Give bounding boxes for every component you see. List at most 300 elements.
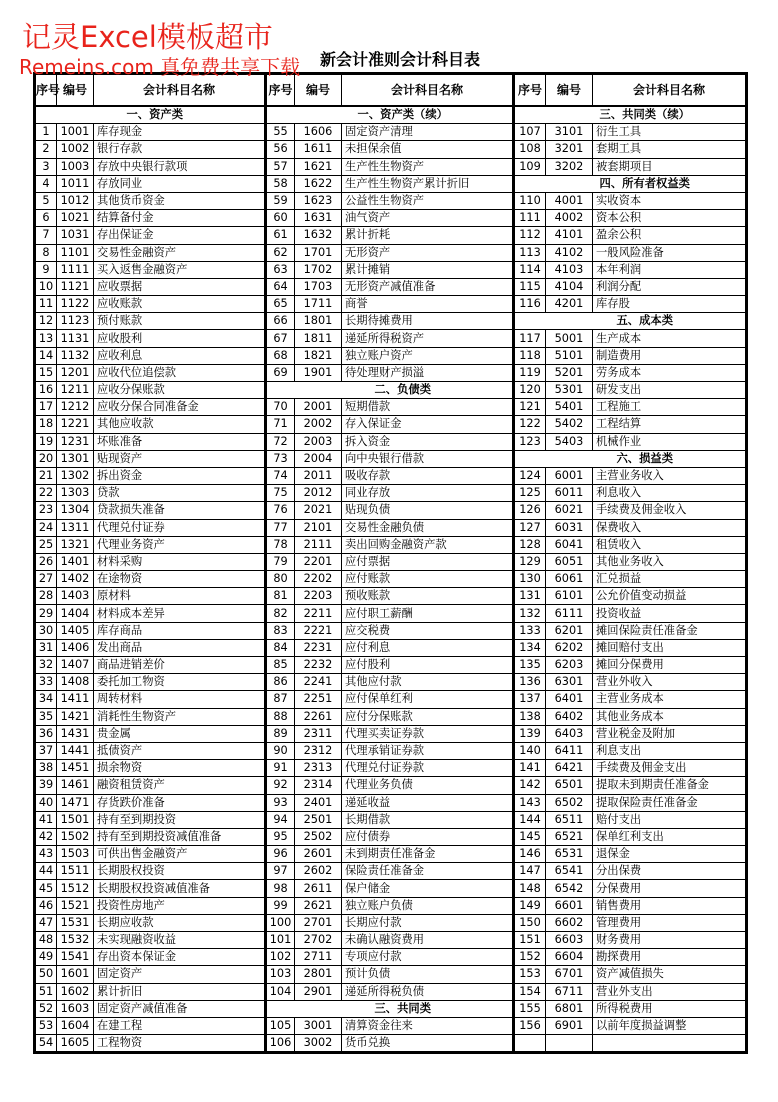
name-cell: 保户储金	[342, 880, 513, 897]
table-row	[267, 828, 513, 845]
table-row	[267, 313, 513, 330]
seq-cell: 94	[267, 811, 295, 828]
name-cell: 存货跌价准备	[94, 794, 265, 811]
code-cell: 1623	[295, 192, 342, 209]
table-row	[267, 1035, 513, 1052]
table-row	[515, 364, 746, 381]
seq-cell: 155	[515, 1000, 546, 1017]
seq-cell: 25	[36, 536, 57, 553]
code-cell: 1451	[57, 760, 94, 777]
table-row	[267, 399, 513, 416]
seq-cell: 97	[267, 863, 295, 880]
code-cell: 6531	[546, 846, 593, 863]
name-cell: 分出保费	[593, 863, 746, 880]
code-cell: 1532	[57, 932, 94, 949]
name-cell: 工程结算	[593, 416, 746, 433]
category-label: 三、共同类	[342, 1000, 513, 1017]
code-cell: 1603	[57, 1000, 94, 1017]
empty-cell	[515, 106, 546, 124]
table-row	[36, 364, 265, 381]
table-row	[36, 863, 265, 880]
table-row	[267, 210, 513, 227]
seq-cell: 63	[267, 261, 295, 278]
name-cell: 原材料	[94, 588, 265, 605]
table-row	[36, 949, 265, 966]
table-row	[267, 364, 513, 381]
code-cell: 2211	[295, 605, 342, 622]
name-cell: 租赁收入	[593, 536, 746, 553]
table-row	[515, 794, 746, 811]
code-cell: 6031	[546, 519, 593, 536]
seq-cell: 149	[515, 897, 546, 914]
table-row	[267, 811, 513, 828]
seq-cell: 147	[515, 863, 546, 880]
code-cell: 1401	[57, 553, 94, 570]
name-cell: 同业存放	[342, 485, 513, 502]
table-row	[515, 760, 746, 777]
table-row	[267, 124, 513, 141]
seq-cell: 32	[36, 657, 57, 674]
name-cell: 主营业务收入	[593, 467, 746, 484]
code-cell: 1711	[295, 296, 342, 313]
seq-cell: 71	[267, 416, 295, 433]
table-row	[36, 777, 265, 794]
seq-cell: 77	[267, 519, 295, 536]
seq-cell: 153	[515, 966, 546, 983]
seq-cell: 2	[36, 141, 57, 158]
seq-cell: 135	[515, 657, 546, 674]
table-row	[267, 983, 513, 1000]
seq-cell: 73	[267, 450, 295, 467]
name-cell: 衍生工具	[593, 124, 746, 141]
name-cell: 制造费用	[593, 347, 746, 364]
table-row	[36, 828, 265, 845]
seq-cell: 96	[267, 846, 295, 863]
table-row	[36, 760, 265, 777]
empty-cell	[546, 106, 593, 124]
name-cell: 长期借款	[342, 811, 513, 828]
seq-cell: 3	[36, 158, 57, 175]
seq-cell: 21	[36, 467, 57, 484]
table-row	[36, 553, 265, 570]
seq-cell: 117	[515, 330, 546, 347]
seq-cell: 139	[515, 725, 546, 742]
table-row	[267, 742, 513, 759]
code-cell: 3001	[295, 1017, 342, 1034]
code-cell: 6541	[546, 863, 593, 880]
seq-cell: 1	[36, 124, 57, 141]
seq-cell: 89	[267, 725, 295, 742]
seq-cell: 28	[36, 588, 57, 605]
code-cell: 1601	[57, 966, 94, 983]
table-row	[267, 553, 513, 570]
name-cell: 代理买卖证券款	[342, 725, 513, 742]
code-cell: 1404	[57, 605, 94, 622]
name-cell: 应收分保账款	[94, 382, 265, 399]
name-cell: 其他业务收入	[593, 553, 746, 570]
empty-cell	[267, 1000, 295, 1017]
table-row	[267, 622, 513, 639]
seq-cell: 100	[267, 914, 295, 931]
category-row	[36, 106, 265, 124]
name-cell: 拆出资金	[94, 467, 265, 484]
code-cell: 2004	[295, 450, 342, 467]
table-row	[267, 571, 513, 588]
seq-cell: 42	[36, 828, 57, 845]
table-row	[267, 605, 513, 622]
name-cell: 递延所得税资产	[342, 330, 513, 347]
table-row	[267, 536, 513, 553]
table-row	[36, 330, 265, 347]
name-cell: 融资租赁资产	[94, 777, 265, 794]
code-cell: 6051	[546, 553, 593, 570]
name-cell: 应付账款	[342, 571, 513, 588]
code-cell: 2111	[295, 536, 342, 553]
name-cell: 生产性生物资产	[342, 158, 513, 175]
seq-cell: 79	[267, 553, 295, 570]
name-cell: 卖出回购金融资产款	[342, 536, 513, 553]
code-cell: 1611	[295, 141, 342, 158]
table-row	[267, 794, 513, 811]
code-cell: 6603	[546, 932, 593, 949]
table-row	[36, 725, 265, 742]
name-cell: 代理承销证券款	[342, 742, 513, 759]
code-cell: 2251	[295, 691, 342, 708]
name-cell: 投资收益	[593, 605, 746, 622]
category-label: 六、损益类	[593, 450, 746, 467]
seq-cell: 78	[267, 536, 295, 553]
code-cell: 1702	[295, 261, 342, 278]
table-row	[36, 691, 265, 708]
name-cell: 发出商品	[94, 639, 265, 656]
table-row	[36, 313, 265, 330]
seq-cell: 46	[36, 897, 57, 914]
code-cell: 3202	[546, 158, 593, 175]
name-cell: 营业外收入	[593, 674, 746, 691]
table-row	[267, 330, 513, 347]
seq-cell: 61	[267, 227, 295, 244]
seq-cell: 126	[515, 502, 546, 519]
code-cell: 5403	[546, 433, 593, 450]
table-row	[36, 846, 265, 863]
code-cell: 6403	[546, 725, 593, 742]
category-row	[267, 382, 513, 399]
table-row	[36, 605, 265, 622]
code-cell: 1407	[57, 657, 94, 674]
table-row	[515, 536, 746, 553]
table-row	[515, 467, 746, 484]
code-cell: 6301	[546, 674, 593, 691]
name-cell: 利息支出	[593, 742, 746, 759]
table-row	[515, 622, 746, 639]
table-row	[515, 416, 746, 433]
seq-cell: 13	[36, 330, 57, 347]
code-cell: 2711	[295, 949, 342, 966]
code-cell: 6521	[546, 828, 593, 845]
name-cell: 代理兑付证券	[94, 519, 265, 536]
table-row	[515, 485, 746, 502]
category-label: 一、资产类（续）	[342, 106, 513, 124]
watermark-subtitle: Remeins.com 真免费共享下载	[19, 55, 301, 79]
table-row	[36, 175, 265, 192]
seq-cell: 40	[36, 794, 57, 811]
table-row	[515, 725, 746, 742]
seq-cell: 152	[515, 949, 546, 966]
table-row	[515, 227, 746, 244]
code-cell: 3002	[295, 1035, 342, 1052]
category-row	[515, 313, 746, 330]
table-row	[36, 622, 265, 639]
empty-cell	[515, 450, 546, 467]
code-cell: 6801	[546, 1000, 593, 1017]
table-row	[515, 553, 746, 570]
table-row	[36, 742, 265, 759]
seq-cell: 72	[267, 433, 295, 450]
table-row	[36, 983, 265, 1000]
code-cell: 6203	[546, 657, 593, 674]
name-cell: 代理业务资产	[94, 536, 265, 553]
seq-cell: 49	[36, 949, 57, 966]
section-table	[35, 74, 265, 1052]
table-row	[515, 639, 746, 656]
table-row	[267, 639, 513, 656]
code-cell: 1405	[57, 622, 94, 639]
code-cell: 1471	[57, 794, 94, 811]
seq-cell: 122	[515, 416, 546, 433]
seq-cell: 33	[36, 674, 57, 691]
seq-cell: 131	[515, 588, 546, 605]
name-cell: 周转材料	[94, 691, 265, 708]
table-row	[36, 657, 265, 674]
table-row	[267, 674, 513, 691]
code-cell: 6604	[546, 949, 593, 966]
code-cell: 5001	[546, 330, 593, 347]
seq-cell: 95	[267, 828, 295, 845]
name-cell: 机械作业	[593, 433, 746, 450]
seq-cell: 80	[267, 571, 295, 588]
code-cell: 1111	[57, 261, 94, 278]
code-cell: 2012	[295, 485, 342, 502]
seq-cell: 23	[36, 502, 57, 519]
code-cell: 1801	[295, 313, 342, 330]
table-row	[267, 691, 513, 708]
seq-cell: 39	[36, 777, 57, 794]
code-cell: 2601	[295, 846, 342, 863]
empty-cell	[593, 1035, 746, 1052]
empty-cell	[546, 450, 593, 467]
table-row	[515, 777, 746, 794]
code-cell: 2401	[295, 794, 342, 811]
code-cell: 2011	[295, 467, 342, 484]
code-cell: 1521	[57, 897, 94, 914]
code-cell: 1441	[57, 742, 94, 759]
table-row	[36, 192, 265, 209]
seq-cell: 123	[515, 433, 546, 450]
table-row	[515, 1017, 746, 1034]
name-cell: 交易性金融负债	[342, 519, 513, 536]
code-cell: 1304	[57, 502, 94, 519]
table-row	[267, 192, 513, 209]
table-section-1	[33, 72, 267, 1054]
table-row	[36, 296, 265, 313]
table-row	[267, 914, 513, 931]
seq-cell: 67	[267, 330, 295, 347]
seq-cell: 115	[515, 278, 546, 295]
table-row	[36, 141, 265, 158]
table-row	[36, 158, 265, 175]
empty-cell	[515, 1035, 546, 1052]
seq-cell: 108	[515, 141, 546, 158]
name-cell: 累计折旧	[94, 983, 265, 1000]
code-cell: 1811	[295, 330, 342, 347]
code-cell: 1531	[57, 914, 94, 931]
seq-cell: 34	[36, 691, 57, 708]
seq-cell: 43	[36, 846, 57, 863]
header-row	[36, 75, 265, 107]
name-cell: 长期待摊费用	[342, 313, 513, 330]
category-label: 四、所有者权益类	[593, 175, 746, 192]
seq-cell: 87	[267, 691, 295, 708]
name-cell: 库存现金	[94, 124, 265, 141]
name-cell: 其他货币资金	[94, 192, 265, 209]
code-cell: 6111	[546, 605, 593, 622]
name-cell: 代理兑付证券款	[342, 760, 513, 777]
code-cell: 6011	[546, 485, 593, 502]
seq-cell: 12	[36, 313, 57, 330]
table-row	[267, 227, 513, 244]
name-cell: 贵金属	[94, 725, 265, 742]
code-cell: 4201	[546, 296, 593, 313]
seq-cell: 124	[515, 467, 546, 484]
name-cell: 损余物资	[94, 760, 265, 777]
name-cell: 应付利息	[342, 639, 513, 656]
name-cell: 递延收益	[342, 794, 513, 811]
seq-cell: 151	[515, 932, 546, 949]
name-cell: 贴现资产	[94, 450, 265, 467]
table-row	[515, 261, 746, 278]
table-row	[36, 1000, 265, 1017]
header-name: 会计科目名称	[342, 75, 513, 107]
name-cell: 结算备付金	[94, 210, 265, 227]
code-cell: 6041	[546, 536, 593, 553]
empty-cell	[295, 382, 342, 399]
seq-cell: 7	[36, 227, 57, 244]
seq-cell: 154	[515, 983, 546, 1000]
name-cell: 独立账户资产	[342, 347, 513, 364]
seq-cell: 93	[267, 794, 295, 811]
code-cell: 6061	[546, 571, 593, 588]
seq-cell: 45	[36, 880, 57, 897]
name-cell: 短期借款	[342, 399, 513, 416]
seq-cell: 111	[515, 210, 546, 227]
name-cell: 预付账款	[94, 313, 265, 330]
table-row	[36, 416, 265, 433]
code-cell: 2501	[295, 811, 342, 828]
name-cell: 利息收入	[593, 485, 746, 502]
table-row	[515, 828, 746, 845]
name-cell: 抵债资产	[94, 742, 265, 759]
code-cell: 6001	[546, 467, 593, 484]
code-cell: 1012	[57, 192, 94, 209]
code-cell: 2202	[295, 571, 342, 588]
seq-cell: 38	[36, 760, 57, 777]
name-cell: 库存商品	[94, 622, 265, 639]
table-row	[36, 794, 265, 811]
name-cell: 利润分配	[593, 278, 746, 295]
code-cell: 2611	[295, 880, 342, 897]
seq-cell: 68	[267, 347, 295, 364]
name-cell: 保单红利支出	[593, 828, 746, 845]
code-cell: 1602	[57, 983, 94, 1000]
name-cell: 消耗性生物资产	[94, 708, 265, 725]
code-cell: 6201	[546, 622, 593, 639]
name-cell: 应付债券	[342, 828, 513, 845]
code-cell: 4103	[546, 261, 593, 278]
code-cell: 1132	[57, 347, 94, 364]
seq-cell: 143	[515, 794, 546, 811]
name-cell: 货币兑换	[342, 1035, 513, 1052]
table-row	[36, 571, 265, 588]
code-cell: 1632	[295, 227, 342, 244]
table-row	[515, 605, 746, 622]
seq-cell: 129	[515, 553, 546, 570]
name-cell: 被套期项目	[593, 158, 746, 175]
seq-cell: 4	[36, 175, 57, 192]
name-cell: 生产性生物资产累计折旧	[342, 175, 513, 192]
code-cell: 1211	[57, 382, 94, 399]
name-cell: 摊回保险责任准备金	[593, 622, 746, 639]
code-cell: 2203	[295, 588, 342, 605]
name-cell: 勘探费用	[593, 949, 746, 966]
table-row	[36, 1017, 265, 1034]
name-cell: 固定资产	[94, 966, 265, 983]
table-row	[267, 657, 513, 674]
header-seq: 序号	[36, 75, 57, 107]
code-cell: 6401	[546, 691, 593, 708]
code-cell: 1021	[57, 210, 94, 227]
name-cell: 长期股权投资减值准备	[94, 880, 265, 897]
empty-cell	[546, 1035, 593, 1052]
seq-cell: 91	[267, 760, 295, 777]
table-row	[36, 932, 265, 949]
table-row	[515, 949, 746, 966]
code-cell: 5101	[546, 347, 593, 364]
table-row	[267, 760, 513, 777]
seq-cell: 81	[267, 588, 295, 605]
name-cell: 存放同业	[94, 175, 265, 192]
seq-cell: 50	[36, 966, 57, 983]
code-cell: 6101	[546, 588, 593, 605]
name-cell: 存出资本保证金	[94, 949, 265, 966]
name-cell: 提取保险责任准备金	[593, 794, 746, 811]
table-row	[36, 1035, 265, 1052]
seq-cell: 48	[36, 932, 57, 949]
name-cell: 材料采购	[94, 553, 265, 570]
code-cell: 2901	[295, 983, 342, 1000]
seq-cell: 75	[267, 485, 295, 502]
name-cell: 资产减值损失	[593, 966, 746, 983]
code-cell: 2313	[295, 760, 342, 777]
name-cell: 持有至到期投资减值准备	[94, 828, 265, 845]
table-row	[515, 124, 746, 141]
name-cell: 清算资金往来	[342, 1017, 513, 1034]
name-cell: 赔付支出	[593, 811, 746, 828]
name-cell: 其他业务成本	[593, 708, 746, 725]
code-cell: 4104	[546, 278, 593, 295]
table-row	[267, 416, 513, 433]
seq-cell: 112	[515, 227, 546, 244]
seq-cell: 57	[267, 158, 295, 175]
